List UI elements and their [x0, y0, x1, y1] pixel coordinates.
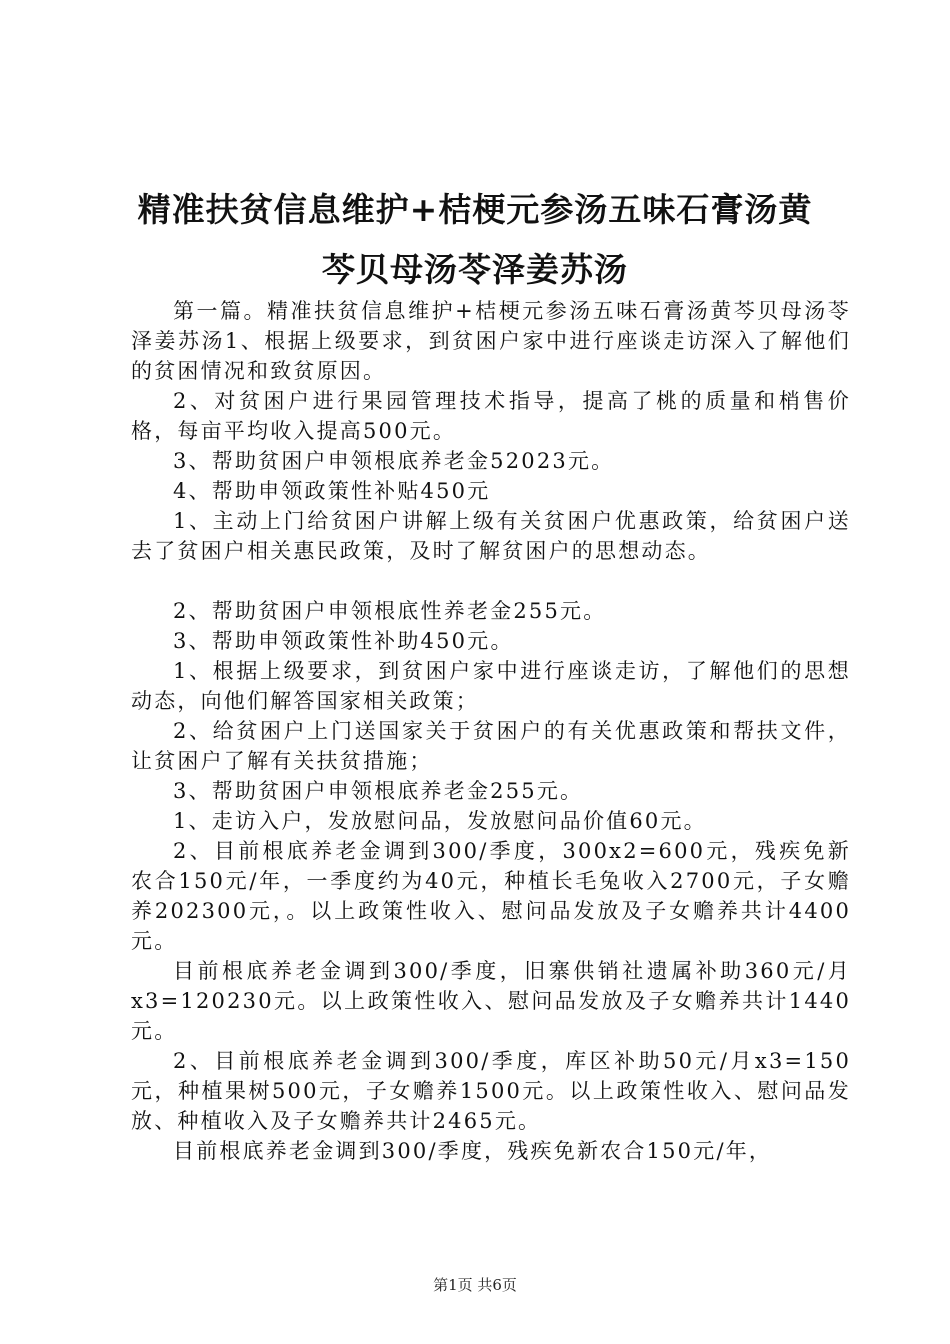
paragraph: 3、帮助贫困户申领根底养老金255元。	[173, 779, 584, 803]
document-body	[131, 296, 851, 1166]
paragraph: 2、目前根底养老金调到300/季度，300x2=600元，残疾免新农合150元/年，一季度约为40元，种植长毛兔收入2700元，子女赡养202300元，。以上政策性收入、慰问品发放及子女赡养共计4400元。	[131, 839, 851, 953]
paragraph: 4、帮助申领政策性补贴450元	[173, 479, 491, 503]
paragraph: 目前根底养老金调到300/季度，旧寨供销社遗属补助360元/月x3=120230元。以上政策性收入、慰问品发放及子女赡养共计1440元。	[131, 959, 851, 1043]
paragraph: 2、给贫困户上门送国家关于贫困户的有关优惠政策和帮扶文件，让贫困户了解有关扶贫措施；	[131, 719, 851, 773]
paragraph: 2、目前根底养老金调到300/季度，库区补助50元/月x3=150元，种植果树500元，子女赡养1500元。以上政策性收入、慰问品发放、种植收入及子女赡养共计2465元。	[131, 1049, 851, 1133]
paragraph: 2、对贫困户进行果园管理技术指导，提高了桃的质量和梢售价格，每亩平均收入提高500元。	[131, 389, 851, 443]
paragraph: 1、走访入户，发放慰问品，发放慰问品价值60元。	[173, 809, 707, 833]
paragraph: 1、主动上门给贫困户讲解上级有关贫困户优惠政策，给贫困户送去了贫困户相关惠民政策，及时了解贫困户的思想动态。	[131, 509, 851, 563]
paragraph: 第一篇。精准扶贫信息维护+桔梗元参汤五味石膏汤黄芩贝母汤苓泽姜苏汤1、根据上级要求，到贫困户家中进行座谈走访深入了解他们的贫困情况和致贫原因。	[131, 299, 851, 383]
paragraph: 3、帮助贫困户申领根底养老金52023元。	[173, 449, 615, 473]
document-title-line-2: 芩贝母汤苓泽姜苏汤	[322, 250, 628, 289]
page-footer: 第1页 共6页	[433, 1276, 517, 1294]
paragraph: 3、帮助申领政策性补助450元。	[173, 629, 514, 653]
paragraph: 1、根据上级要求，到贫困户家中进行座谈走访，了解他们的思想动态，向他们解答国家相关政策；	[131, 659, 851, 713]
paragraph: 2、帮助贫困户申领根底性养老金255元。	[173, 599, 607, 623]
document-title-line-1: 精准扶贫信息维护+桔梗元参汤五味石膏汤黄	[137, 190, 813, 229]
paragraph: 目前根底养老金调到300/季度，残疾免新农合150元/年，	[173, 1139, 773, 1163]
